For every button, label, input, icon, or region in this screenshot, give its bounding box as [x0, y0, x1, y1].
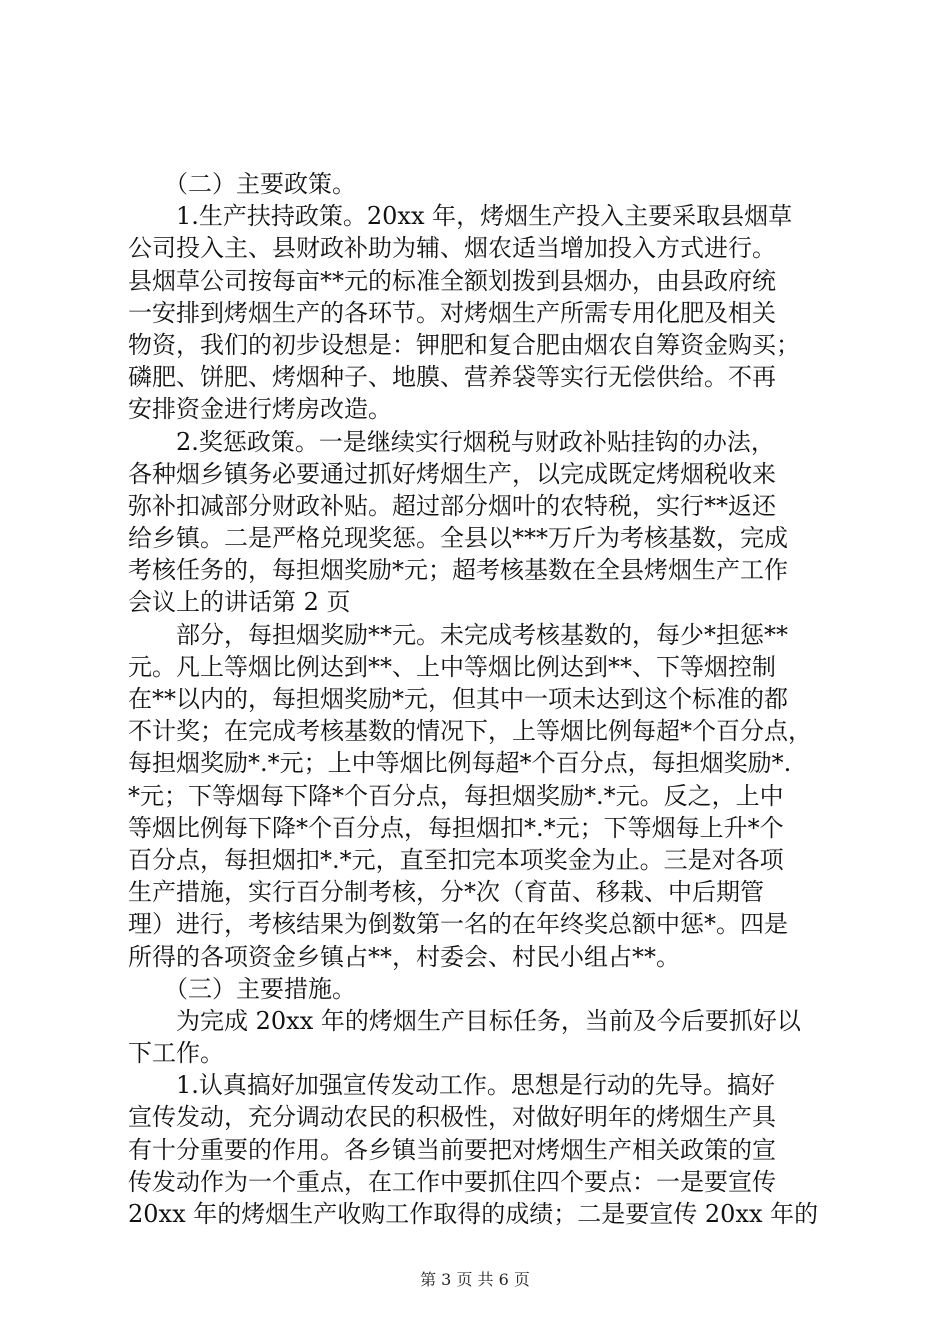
text-line: 生产措施，实行百分制考核，分*次（育苗、移栽、中后期管 — [128, 878, 764, 907]
text-line: 2.奖惩政策。一是继续实行烟税与财政补贴挂钩的办法， — [128, 427, 775, 456]
text-line: 给乡镇。二是严格兑现奖惩。全县以***万斤为考核基数，完成 — [128, 524, 788, 553]
text-line: 宣传发动，充分调动农民的积极性，对做好明年的烤烟生产具 — [128, 1103, 776, 1132]
text-line: 会议上的讲话第 2 页 — [128, 588, 351, 617]
text-line: 磷肥、饼肥、烤烟种子、地膜、营养袋等实行无偿供给。不再 — [128, 363, 776, 392]
text-line: 为完成 20xx 年的烤烟生产目标任务，当前及今后要抓好以 — [128, 1006, 801, 1035]
text-line: 所得的各项资金乡镇占**，村委会、村民小组占**。 — [128, 942, 680, 971]
text-line: 等烟比例每下降*个百分点，每担烟扣*.*元；下等烟每上升*个 — [128, 813, 784, 842]
text-line: 20xx 年的烤烟生产收购工作取得的成绩；二是要宣传 20xx 年的 — [128, 1200, 819, 1228]
text-line: 理）进行，考核结果为倒数第一名的在年终奖总额中惩*。四是 — [128, 910, 788, 939]
text-line: 各种烟乡镇务必要通过抓好烤烟生产，以完成既定烤烟税收来 — [128, 459, 776, 488]
text-line: 传发动作为一个重点，在工作中要抓住四个要点：一是要宣传 — [128, 1167, 776, 1196]
text-line: 下工作。 — [128, 1039, 224, 1068]
text-line: *元；下等烟每下降*个百分点，每担烟奖励*.*元。反之，上中 — [128, 781, 784, 810]
text-line: 百分点，每担烟扣*.*元，直至扣完本项奖金为止。三是对各项 — [128, 845, 784, 874]
text-line: 安排资金进行烤房改造。 — [128, 395, 392, 424]
text-line: 元。凡上等烟比例达到**、上中等烟比例达到**、下等烟控制 — [128, 652, 776, 681]
text-line: 物资，我们的初步设想是：钾肥和复合肥由烟农自筹资金购买； — [128, 330, 800, 359]
text-line: 在**以内的，每担烟奖励*元，但其中一项未达到这个标准的都 — [128, 685, 788, 713]
text-line: 不计奖；在完成考核基数的情况下，上等烟比例每超*个百分点， — [128, 717, 812, 746]
text-line: 1.生产扶持政策。20xx 年，烤烟生产投入主要采取县烟草 — [128, 202, 793, 231]
text-line: 公司投入主、县财政补助为辅、烟农适当增加投入方式进行。 — [128, 234, 776, 263]
text-line: 一安排到烤烟生产的各环节。对烤烟生产所需专用化肥及相关 — [128, 298, 776, 327]
document-body — [128, 168, 828, 1230]
page-number-footer: 第 3 页 共 6 页 — [420, 1270, 530, 1289]
text-line: 考核任务的，每担烟奖励*元；超考核基数在全县烤烟生产工作 — [128, 556, 788, 585]
text-line: 部分，每担烟奖励**元。未完成考核基数的，每少*担惩** — [128, 620, 788, 649]
text-line: 1.认真搞好加强宣传发动工作。思想是行动的先导。搞好 — [128, 1071, 775, 1100]
text-line: （二）主要政策。 — [128, 170, 356, 198]
text-line: 县烟草公司按每亩**元的标准全额划拨到县烟办，由县政府统 — [128, 266, 776, 295]
text-line: 弥补扣减部分财政补贴。超过部分烟叶的农特税，实行**返还 — [128, 491, 776, 520]
text-line: 每担烟奖励*.*元；上中等烟比例每超*个百分点，每担烟奖励*. — [128, 749, 792, 778]
text-line: （三）主要措施。 — [128, 974, 356, 1003]
text-line: 有十分重要的作用。各乡镇当前要把对烤烟生产相关政策的宣 — [128, 1135, 776, 1164]
